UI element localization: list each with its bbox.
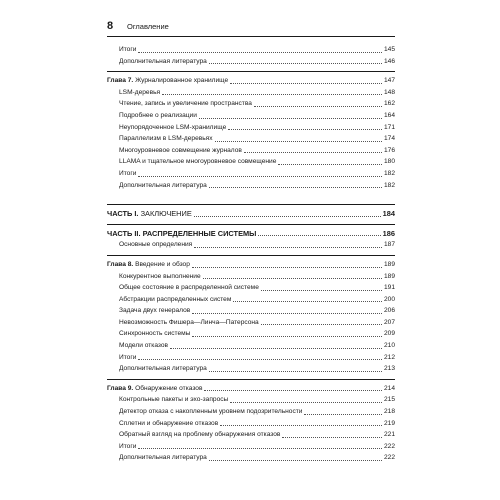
dot-leader xyxy=(203,278,382,279)
entry-title-text: ЗАКЛЮЧЕНИЕ xyxy=(140,209,192,219)
entry-page-number: 200 xyxy=(383,295,395,303)
entry-page-number: 215 xyxy=(383,396,395,404)
toc-section-entry[interactable] xyxy=(107,394,395,406)
entry-page-number: 222 xyxy=(383,442,395,450)
dot-leader xyxy=(209,371,382,372)
entry-page-number: 162 xyxy=(383,100,395,108)
entry-page-number: 214 xyxy=(383,384,395,392)
dot-leader xyxy=(204,390,382,391)
dot-leader xyxy=(170,348,382,349)
entry-page-number: 209 xyxy=(383,330,395,338)
dot-leader xyxy=(254,106,382,107)
dot-leader xyxy=(228,129,382,130)
entry-title: Задача двух генералов xyxy=(119,307,191,315)
section-divider xyxy=(107,220,395,225)
toc-section-entry[interactable] xyxy=(107,418,395,430)
toc-section-entry[interactable] xyxy=(107,317,395,329)
entry-title: Детектор отказа с накопленным уровнем подозрительности xyxy=(119,408,303,416)
entry-page-number: 219 xyxy=(383,419,395,427)
entry-page-number: 174 xyxy=(383,135,395,143)
toc-section-entry[interactable] xyxy=(107,271,395,283)
entry-title: Итоги xyxy=(119,442,137,450)
section-divider xyxy=(107,200,395,205)
toc-section-entry[interactable] xyxy=(107,294,395,306)
toc-part-entry[interactable] xyxy=(107,228,395,240)
dot-leader xyxy=(194,216,381,217)
dot-leader xyxy=(138,176,382,177)
entry-title: Дополнительная литература xyxy=(119,181,207,189)
toc-part-entry[interactable] xyxy=(107,208,395,220)
entry-page-number: 189 xyxy=(383,260,395,268)
entry-page-number: 180 xyxy=(383,158,395,166)
entry-title: Абстракции распределенных систем xyxy=(119,295,232,303)
entry-title-text: Обнаружение отказов xyxy=(135,384,203,392)
entry-page-number: 212 xyxy=(383,353,395,361)
toc-chapter-entry[interactable] xyxy=(107,259,395,271)
entry-title: Дополнительная литература xyxy=(119,57,207,65)
entry-title xyxy=(107,383,202,395)
entry-page-number: 147 xyxy=(383,77,395,85)
entry-title: LSM-деревья xyxy=(119,88,161,96)
entry-label: Глава 9. xyxy=(107,384,134,392)
entry-title: LLAMA и тщательное многоуровневое совмещение xyxy=(119,158,277,166)
toc-section-entry[interactable] xyxy=(107,87,395,99)
entry-title: Основные определения xyxy=(119,241,193,249)
dot-leader xyxy=(258,235,380,236)
dot-leader xyxy=(278,164,382,165)
dot-leader xyxy=(233,301,382,302)
entry-page-number: 146 xyxy=(383,57,395,65)
entry-page-number: 213 xyxy=(383,365,395,373)
toc-chapter-entry[interactable] xyxy=(107,75,395,87)
toc-section-entry[interactable] xyxy=(107,452,395,464)
page-header xyxy=(107,20,395,37)
page-number: 8 xyxy=(107,20,114,32)
entry-page-number: 206 xyxy=(383,307,395,315)
toc-section-entry[interactable] xyxy=(107,168,395,180)
dot-leader xyxy=(194,247,382,248)
entry-title: Итоги xyxy=(119,353,137,361)
toc-section-entry[interactable] xyxy=(107,406,395,418)
entry-page-number: 176 xyxy=(383,146,395,154)
toc-section-entry[interactable] xyxy=(107,239,395,251)
dot-leader xyxy=(261,324,382,325)
dot-leader xyxy=(230,402,382,403)
entry-page-number: 145 xyxy=(383,46,395,53)
toc-section-entry[interactable] xyxy=(107,363,395,375)
toc-section-entry[interactable] xyxy=(107,328,395,340)
entry-page-number: 182 xyxy=(383,181,395,189)
entry-title: Итоги xyxy=(119,169,137,177)
entry-title: Модели отказов xyxy=(119,342,169,350)
entry-label: ЧАСТЬ II. xyxy=(107,228,141,238)
entry-label: Глава 7. xyxy=(107,77,134,85)
entry-page-number: 222 xyxy=(383,454,395,462)
dot-leader xyxy=(215,141,382,142)
entry-title xyxy=(107,208,192,220)
entry-title: Синхронность системы xyxy=(119,330,191,338)
entry-page-number: 187 xyxy=(383,241,395,249)
toc-section-entry[interactable] xyxy=(107,305,395,317)
dot-leader xyxy=(230,83,382,84)
dot-leader xyxy=(192,313,382,314)
section-divider xyxy=(107,375,395,380)
dot-leader xyxy=(138,52,382,53)
entry-page-number: 210 xyxy=(383,342,395,350)
entry-page-number: 207 xyxy=(383,318,395,326)
entry-title: Неупорядоченное LSM-хранилище xyxy=(119,123,227,131)
toc-section-entry[interactable] xyxy=(107,352,395,364)
entry-title: Дополнительная литература xyxy=(119,454,207,462)
dot-leader xyxy=(192,267,382,268)
entry-page-number: 164 xyxy=(383,111,395,119)
entry-title: Конкурентное выполнение xyxy=(119,272,201,280)
block-spacer xyxy=(107,191,395,200)
dot-leader xyxy=(261,290,382,291)
toc-section-entry[interactable] xyxy=(107,282,395,294)
entry-title xyxy=(107,75,228,87)
running-head: Оглавление xyxy=(127,22,169,31)
toc-section-entry[interactable] xyxy=(107,429,395,441)
dot-leader xyxy=(209,187,382,188)
toc-section-entry[interactable] xyxy=(107,145,395,157)
dot-leader xyxy=(209,460,382,461)
dot-leader xyxy=(304,414,382,415)
toc-section-entry[interactable] xyxy=(107,56,395,68)
table-of-contents xyxy=(107,44,395,464)
entry-title: Параллелизм в LSM-деревьях xyxy=(119,135,213,143)
toc-section-entry[interactable] xyxy=(107,110,395,122)
entry-page-number: 182 xyxy=(383,169,395,177)
toc-section-entry[interactable] xyxy=(107,122,395,134)
entry-title: Итоги xyxy=(119,46,137,53)
entry-title: Подробнее о реализации xyxy=(119,111,197,119)
dot-leader xyxy=(282,437,382,438)
dot-leader xyxy=(209,63,382,64)
entry-title: Контрольные пакеты и эхо-запросы xyxy=(119,396,229,404)
entry-page-number: 184 xyxy=(382,209,395,219)
entry-title: Многоуровневое совмещение журналов xyxy=(119,146,242,154)
dot-leader xyxy=(199,118,382,119)
entry-title: Невозможность Фишера—Линча—Патерсона xyxy=(119,318,259,326)
entry-page-number: 218 xyxy=(383,408,395,416)
entry-page-number: 148 xyxy=(383,88,395,96)
dot-leader xyxy=(138,448,382,449)
entry-page-number: 191 xyxy=(383,284,395,292)
dot-leader xyxy=(192,336,382,337)
dot-leader xyxy=(138,359,382,360)
entry-page-number: 186 xyxy=(382,228,395,238)
toc-section-entry[interactable] xyxy=(107,133,395,145)
dot-leader xyxy=(220,425,382,426)
entry-title-text: Журналированное хранилище xyxy=(135,77,229,85)
toc-section-entry[interactable] xyxy=(107,156,395,168)
entry-label: Глава 8. xyxy=(107,260,134,268)
dot-leader xyxy=(244,152,382,153)
entry-title: Дополнительная литература xyxy=(119,365,207,373)
toc-section-entry[interactable] xyxy=(107,44,395,56)
entry-title xyxy=(107,228,256,240)
entry-title xyxy=(107,259,190,271)
entry-page-number: 189 xyxy=(383,272,395,280)
section-divider xyxy=(107,67,395,72)
entry-title: Сплетни и обнаружение отказов xyxy=(119,419,219,427)
entry-title: Обратный взгляд на проблему обнаружения отказов xyxy=(119,431,281,439)
toc-chapter-entry[interactable] xyxy=(107,383,395,395)
entry-title: Чтение, запись и увеличение пространства xyxy=(119,100,252,108)
toc-section-entry[interactable] xyxy=(107,441,395,453)
entry-page-number: 171 xyxy=(383,123,395,131)
dot-leader xyxy=(162,94,382,95)
section-divider xyxy=(107,251,395,256)
toc-section-entry[interactable] xyxy=(107,180,395,192)
entry-label: ЧАСТЬ I. xyxy=(107,209,139,219)
entry-title-text: РАСПРЕДЕЛЕННЫЕ СИСТЕМЫ xyxy=(142,228,257,238)
entry-page-number: 221 xyxy=(383,431,395,439)
toc-section-entry[interactable] xyxy=(107,340,395,352)
entry-title-text: Введение и обзор xyxy=(135,260,190,268)
toc-section-entry[interactable] xyxy=(107,98,395,110)
entry-title: Общее состояние в распределенной системе xyxy=(119,284,259,292)
